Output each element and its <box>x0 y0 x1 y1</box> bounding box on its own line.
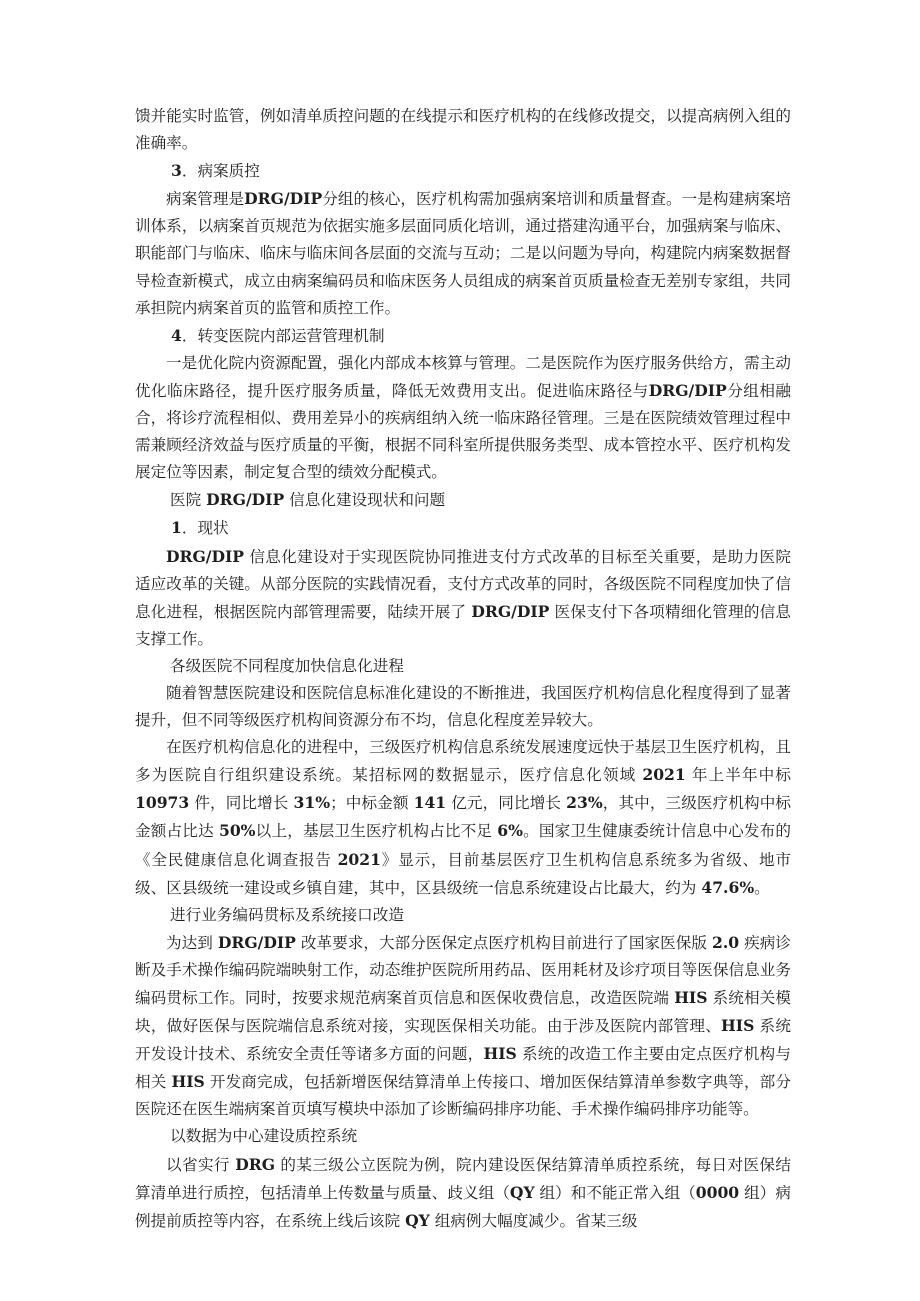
bold-term: 2021 <box>642 765 686 785</box>
section-heading-informatization <box>135 486 791 514</box>
text-run: 。 <box>754 878 770 897</box>
subheading-data-center-qc: 以数据为中心建设质控系统 <box>170 1127 358 1146</box>
text-run: 件，同比增长 <box>189 794 294 813</box>
text-run: 系统相关模块，做好医保与医院端信息系统对接，实现医保相关功能。由于涉及医院内部管理、 <box>135 989 791 1036</box>
bold-term: QY <box>509 1182 535 1202</box>
bold-term: DRG/DIP <box>471 601 550 621</box>
subheading-title: ．现状 <box>181 519 229 538</box>
bold-term: 50% <box>218 821 256 841</box>
subheading-case-quality-control <box>135 157 791 185</box>
text-run: 系统开发设计技术、系统安全责任等诸多方面的问题， <box>135 1017 791 1064</box>
paragraph-resource-allocation <box>135 350 791 486</box>
bold-term: HIS <box>721 1016 755 1036</box>
text-run: 疾病诊断及手术操作编码院端映射工作，动态维护医院所用药品、医用耗材及诊疗项目等医保信息业务编码贯标工作。同时，按要求规范病案首页信息和医保收费信息，改造医院端 <box>135 933 791 1007</box>
paragraph-case-management <box>135 185 791 321</box>
subheading-coding-standards: 进行业务编码贯标及系统接口改造 <box>170 905 404 924</box>
text-run: 病案管理是 <box>166 190 245 209</box>
bold-term: 2.0 <box>712 932 740 952</box>
bold-term: 2021 <box>337 849 381 869</box>
text-run: 开发商完成，包括新增医保结算清单上传接口、增加医保结算清单参数字典等，部分医院还在医生端病案首页填写模块中添加了诊断编码排序功能、手术操作编码排序功能等。 <box>135 1073 791 1119</box>
subheading-hospital-informatization-progress: 各级医院不同程度加快信息化进程 <box>170 656 404 675</box>
subheading-number: 4 <box>171 325 182 345</box>
bold-term: 141 <box>413 793 447 813</box>
bold-term: DRG/DIP <box>206 490 285 510</box>
bold-term: 6% <box>497 821 523 841</box>
bold-term: HIS <box>483 1044 517 1064</box>
bold-term: 47.6% <box>701 877 755 897</box>
subheading-title: ．转变医院内部运营管理机制 <box>181 326 385 345</box>
text-run: 在医疗机构信息化的进程中，三级医疗机构信息系统发展速度远快于基层卫生医疗机构，且多为医院自行组织建设系统。某招标网的数据显示，医疗信息化领域 <box>135 738 791 785</box>
subheading-internal-operations <box>135 322 791 350</box>
paragraph-informatization-intro <box>135 543 791 653</box>
bold-term: 10973 <box>135 793 190 813</box>
bold-term: HIS <box>171 1072 205 1092</box>
text-run: 年上半年中标 <box>685 766 791 785</box>
bold-term: 31% <box>293 793 331 813</box>
bold-term: DRG/DIP <box>244 189 323 209</box>
subheading-current-status <box>135 514 791 542</box>
bold-term: 0000 <box>695 1182 740 1202</box>
bold-term: DRG/DIP <box>166 546 245 566</box>
text-run: 医保支付下各项精细化管理的信息支撑工作。 <box>135 602 791 648</box>
text-run: 信息化建设对于实现医院协同推进支付方式改革的目标至关重要，是助力医院适应改革的关键。从部分医院的实践情况看，支付方式改革的同时，各级医院不同程度加快了信息化进程，根据医院内部管理需要，陆续开展了 <box>135 547 791 621</box>
text-run: 组）和不能正常入组（ <box>534 1183 696 1202</box>
subheading-number: 3 <box>171 161 182 181</box>
text-run: 的某三级公立医院为例，院内建设医保结算清单质控系统，每日对医保结算清单进行质控，包括清单上传数量与质量、歧义组（ <box>135 1155 791 1202</box>
text-run: 》显示，目前基层医疗卫生机构信息系统多为省级、地市级、区县级统一建设或乡镇自建，其中，区县级统一信息系统建设占比最大，约为 <box>135 850 791 897</box>
text-run: 。国家卫生健康委统计信息中心发布的《全民健康信息化调查报告 <box>135 822 791 869</box>
text-run: 一是优化院内资源配置，强化内部成本核算与管理。二是医院作为医疗服务供给方，需主动优化临床路径，提升医疗服务质量，降低无效费用支出。促进临床路径与 <box>135 353 791 400</box>
text-run: ，其中，三级医疗机构中标金额占比达 <box>135 794 791 841</box>
text-run: 系统的改造工作主要由定点医疗机构与相关 <box>135 1045 791 1092</box>
paragraph-tender-statistics <box>135 734 791 902</box>
subheading-title: ．病案质控 <box>181 162 260 181</box>
text-run: 分组相融合，将诊疗流程相似、费用差异小的疾病组纳入统一临床路径管理。三是在医院绩效管理过程中需兼顾经济效益与医疗质量的平衡，根据不同科室所提供服务类型、成本管控水平、医疗机构发展定位等因素，制定复合型的绩效分配模式。 <box>135 381 791 482</box>
text-run: ；中标金额 <box>330 794 414 813</box>
text-run: 亿元，同比增长 <box>446 794 567 813</box>
text-run: 为达到 <box>166 933 218 952</box>
paragraph-coding-mapping <box>135 929 791 1124</box>
subheading-number: 1 <box>171 518 182 538</box>
text-run: 以上，基层卫生医疗机构占比不足 <box>255 822 498 841</box>
bold-term: 23% <box>566 793 603 813</box>
bold-term: DRG <box>235 1154 276 1174</box>
bold-term: DRG/DIP <box>217 932 296 952</box>
text-run: 组）病例提前质控等内容，在系统上线后该院 <box>135 1183 791 1230</box>
bold-term: HIS <box>674 988 708 1007</box>
paragraph-smart-hospital: 随着智慧医院建设和医院信息标准化建设的不断推进，我国医疗机构信息化程度得到了显著提升，但不同等级医疗机构间资源分布不均，信息化程度差异较大。 <box>135 683 791 730</box>
text-run: 信息化建设现状和问题 <box>284 491 446 510</box>
paragraph-continuation: 馈并能实时监管，例如清单质控问题的在线提示和医疗机构的在线修改提交，以提高病例入组的准确率。 <box>135 107 791 153</box>
bold-term: DRG/DIP <box>648 380 727 400</box>
text-run: 医院 <box>170 491 207 510</box>
paragraph-qc-system-example <box>135 1151 791 1235</box>
text-run: 改革要求，大部分医保定点医疗机构目前进行了国家医保版 <box>295 933 713 952</box>
text-run: 以省实行 <box>166 1155 236 1174</box>
text-run: 组病例大幅度减少。省某三级 <box>429 1211 638 1230</box>
text-run: 分组的核心，医疗机构需加强病案培训和质量督查。一是构建病案培训体系，以病案首页规范为依据实施多层面同质化培训，通过搭建沟通平台，加强病案与临床、职能部门与临床、临床与临床间各层面的交流与互动；二是以问题为导向，构建院内病案数据督导检查新模式，成立由病案编码员和临床医务人员组成的病案首页质量检查无差别专家组，共同承担院内病案首页的监管和质控工作。 <box>135 190 791 317</box>
bold-term: QY <box>405 1210 430 1230</box>
document-page <box>135 103 791 1235</box>
